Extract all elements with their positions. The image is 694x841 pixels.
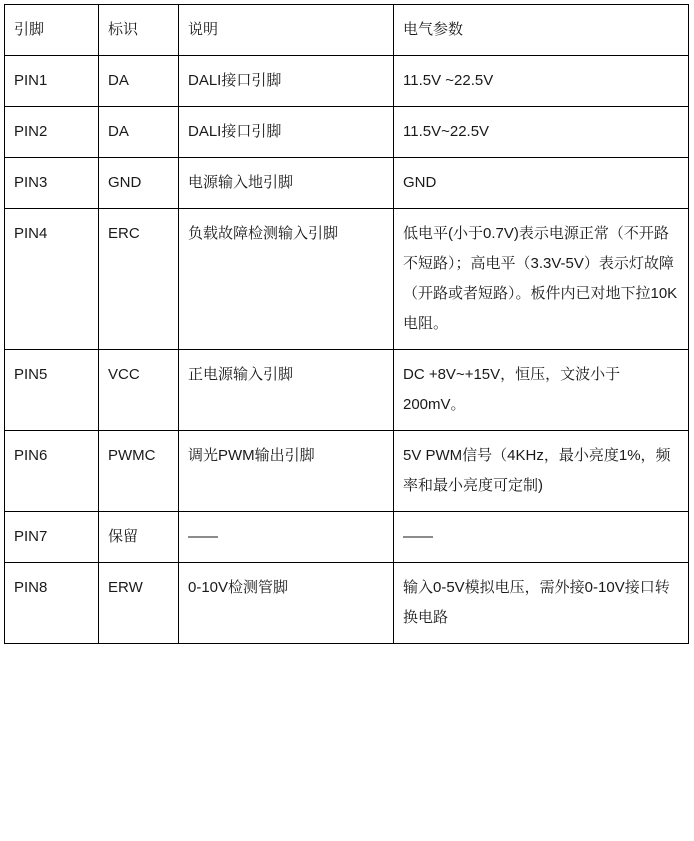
table-row xyxy=(5,350,689,431)
cell-electrical: —— xyxy=(394,512,689,563)
cell-pin: PIN5 xyxy=(5,350,99,431)
cell-electrical: 11.5V ~22.5V xyxy=(394,56,689,107)
cell-description: 调光PWM输出引脚 xyxy=(179,431,394,512)
cell-electrical: 输入0-5V模拟电压，需外接0-10V接口转换电路 xyxy=(394,563,689,644)
table-row xyxy=(5,431,689,512)
cell-pin: PIN1 xyxy=(5,56,99,107)
cell-description: DALI接口引脚 xyxy=(179,56,394,107)
table-row xyxy=(5,563,689,644)
cell-pin: PIN2 xyxy=(5,107,99,158)
cell-pin: PIN3 xyxy=(5,158,99,209)
cell-mark: DA xyxy=(99,107,179,158)
column-header-mark: 标识 xyxy=(99,5,179,56)
cell-electrical: 11.5V~22.5V xyxy=(394,107,689,158)
cell-pin: PIN4 xyxy=(5,209,99,350)
column-header-description: 说明 xyxy=(179,5,394,56)
cell-mark: PWMC xyxy=(99,431,179,512)
cell-mark: GND xyxy=(99,158,179,209)
table-row xyxy=(5,158,689,209)
cell-pin: PIN8 xyxy=(5,563,99,644)
cell-electrical: GND xyxy=(394,158,689,209)
cell-mark: VCC xyxy=(99,350,179,431)
table-row xyxy=(5,56,689,107)
table-header-row xyxy=(5,5,689,56)
cell-description: 负载故障检测输入引脚 xyxy=(179,209,394,350)
pin-definition-table xyxy=(4,4,689,644)
cell-electrical: DC +8V~+15V，恒压，文波小于200mV。 xyxy=(394,350,689,431)
column-header-electrical: 电气参数 xyxy=(394,5,689,56)
cell-description: —— xyxy=(179,512,394,563)
cell-description: 0-10V检测管脚 xyxy=(179,563,394,644)
cell-mark: DA xyxy=(99,56,179,107)
cell-pin: PIN7 xyxy=(5,512,99,563)
cell-description: DALI接口引脚 xyxy=(179,107,394,158)
cell-electrical: 低电平(小于0.7V)表示电源正常（不开路不短路）；高电平（3.3V-5V）表示灯故障（开路或者短路）。板件内已对地下拉10K电阻。 xyxy=(394,209,689,350)
cell-pin: PIN6 xyxy=(5,431,99,512)
table-row xyxy=(5,107,689,158)
cell-mark: ERW xyxy=(99,563,179,644)
cell-electrical: 5V PWM信号（4KHz，最小亮度1%，频率和最小亮度可定制) xyxy=(394,431,689,512)
cell-description: 电源输入地引脚 xyxy=(179,158,394,209)
table-row xyxy=(5,512,689,563)
cell-mark: 保留 xyxy=(99,512,179,563)
table-row xyxy=(5,209,689,350)
cell-description: 正电源输入引脚 xyxy=(179,350,394,431)
column-header-pin: 引脚 xyxy=(5,5,99,56)
cell-mark: ERC xyxy=(99,209,179,350)
